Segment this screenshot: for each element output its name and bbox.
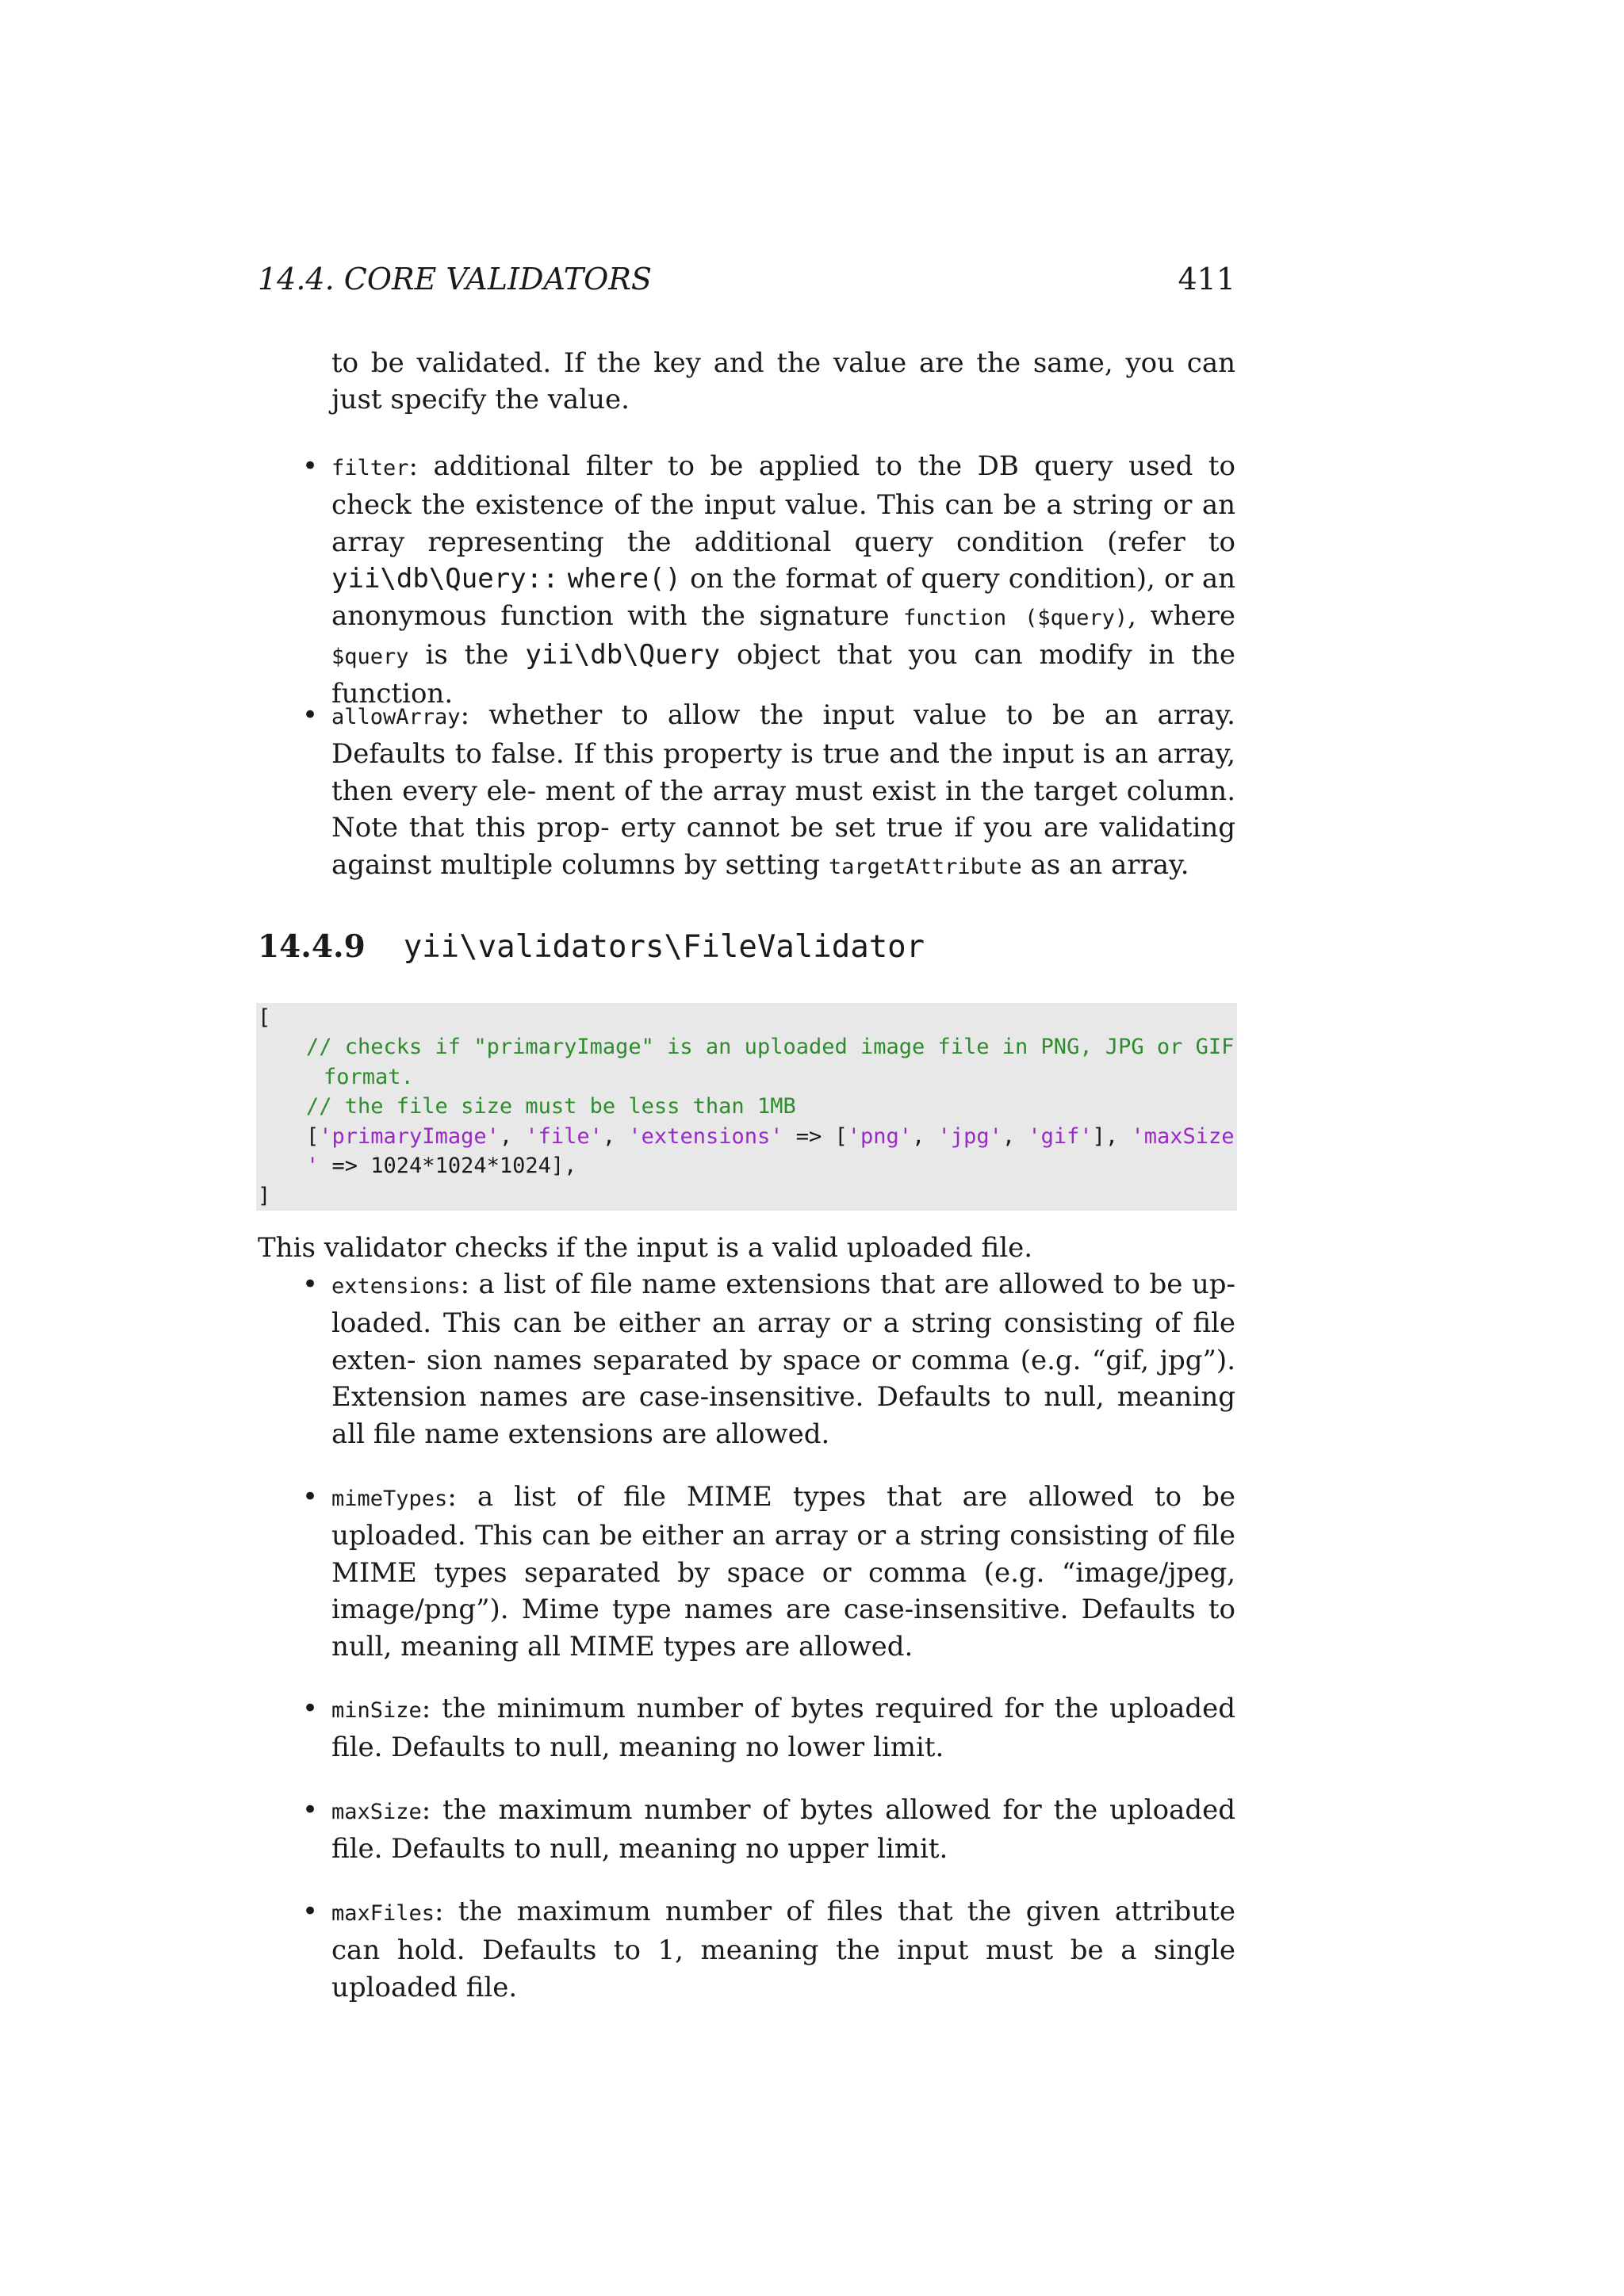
- bullet-icon: •: [301, 1896, 319, 1927]
- option-name: mimeTypes: [331, 1487, 448, 1511]
- list-item-filter: filter: additional filter to be applied to the DB query used to check the existence of the input value. This can be a string or an array representing the additional query condition (refer to yii\db\Query:: where() on the format of query condition), or an anonymous function with the signature function ($query), where $query is the yii\db\Query object that you can modify in the function.: [331, 450, 1236, 710]
- list-item-maxFiles: maxFiles: the maximum number of files that the given attribute can hold. Defaults to 1, meaning the input must be a single uploaded file.: [331, 1896, 1236, 2003]
- option-name: maxSize: [331, 1800, 422, 1824]
- bullet-icon: •: [301, 1481, 319, 1513]
- code-line: ]: [258, 1184, 271, 1208]
- option-name: filter: [331, 456, 409, 480]
- option-name: maxFiles: [331, 1901, 435, 1926]
- body-paragraph: This validator checks if the input is a valid uploaded file.: [258, 1232, 1033, 1264]
- option-name: allowArray: [331, 705, 461, 729]
- code-line: [: [258, 1005, 271, 1030]
- code-line: ' => 1024*1024*1024],: [306, 1154, 577, 1178]
- bullet-icon: •: [301, 699, 319, 731]
- bullet-icon: •: [301, 1269, 319, 1300]
- code-comment: // checks if "primaryImage" is an uploaded image file in PNG, JPG or GIF: [306, 1035, 1235, 1059]
- code-listing: [256, 1003, 1237, 1211]
- code-line: ['primaryImage', 'file', 'extensions' => ['png', 'jpg', 'gif'], 'maxSize: [306, 1124, 1235, 1149]
- code-ref: function ($query): [903, 605, 1128, 630]
- list-item-maxSize: maxSize: the maximum number of bytes allowed for the uploaded file. Defaults to null, meaning no upper limit.: [331, 1794, 1235, 1866]
- intro-continuation: to be validated. If the key and the value are the same, you can just specify the value.: [331, 347, 1235, 416]
- option-name: extensions: [331, 1274, 461, 1299]
- bullet-icon: •: [301, 450, 319, 482]
- code-ref: $query: [331, 645, 409, 670]
- code-ref: yii\db\Query: [525, 639, 720, 672]
- bullet-icon: •: [301, 1693, 319, 1724]
- code-ref: targetAttribute: [828, 854, 1022, 879]
- code-ref: yii\db\Query::: [331, 563, 559, 595]
- section-heading: [258, 928, 925, 966]
- list-item-extensions: extensions: a list of file name extensions that are allowed to be up- loaded. This can be either an array or a string consisting of file exten- sion names separated by space or comma (e.g. “gif, jpg”). Extension names are case-insensitive. Defaults to null, meaning all file name extensions are allowed.: [331, 1269, 1235, 1450]
- page-number: 411: [1178, 262, 1235, 297]
- code-comment: // the file size must be less than 1MB: [306, 1094, 796, 1119]
- code-comment: format.: [324, 1065, 414, 1089]
- list-item-minSize: minSize: the minimum number of bytes required for the uploaded file. Defaults to null, meaning no lower limit.: [331, 1693, 1235, 1764]
- list-item-mimeTypes: mimeTypes: a list of file MIME types that are allowed to be uploaded. This can be either an array or a string consisting of file MIME types separated by space or comma (e.g. “image/jpeg, image/png”). Mime type names are case-insensitive. Defaults to null, meaning all MIME types are allowed.: [331, 1481, 1236, 1663]
- list-item-allowArray: allowArray: whether to allow the input value to be an array. Defaults to false. If this property is true and the input is an array, then every ele- ment of the array must exist in the target column. Note that this prop- erty cannot be set true if you are validating against multiple columns by setting targetAttribute as an array.: [331, 699, 1236, 881]
- code-ref: where(): [567, 563, 682, 595]
- running-header-section: 14.4. CORE VALIDATORS: [258, 262, 652, 297]
- section-title: yii\validators\FileValidator: [403, 929, 925, 965]
- bullet-icon: •: [301, 1794, 319, 1826]
- option-name: minSize: [331, 1698, 422, 1723]
- section-number: 14.4.9: [258, 928, 366, 965]
